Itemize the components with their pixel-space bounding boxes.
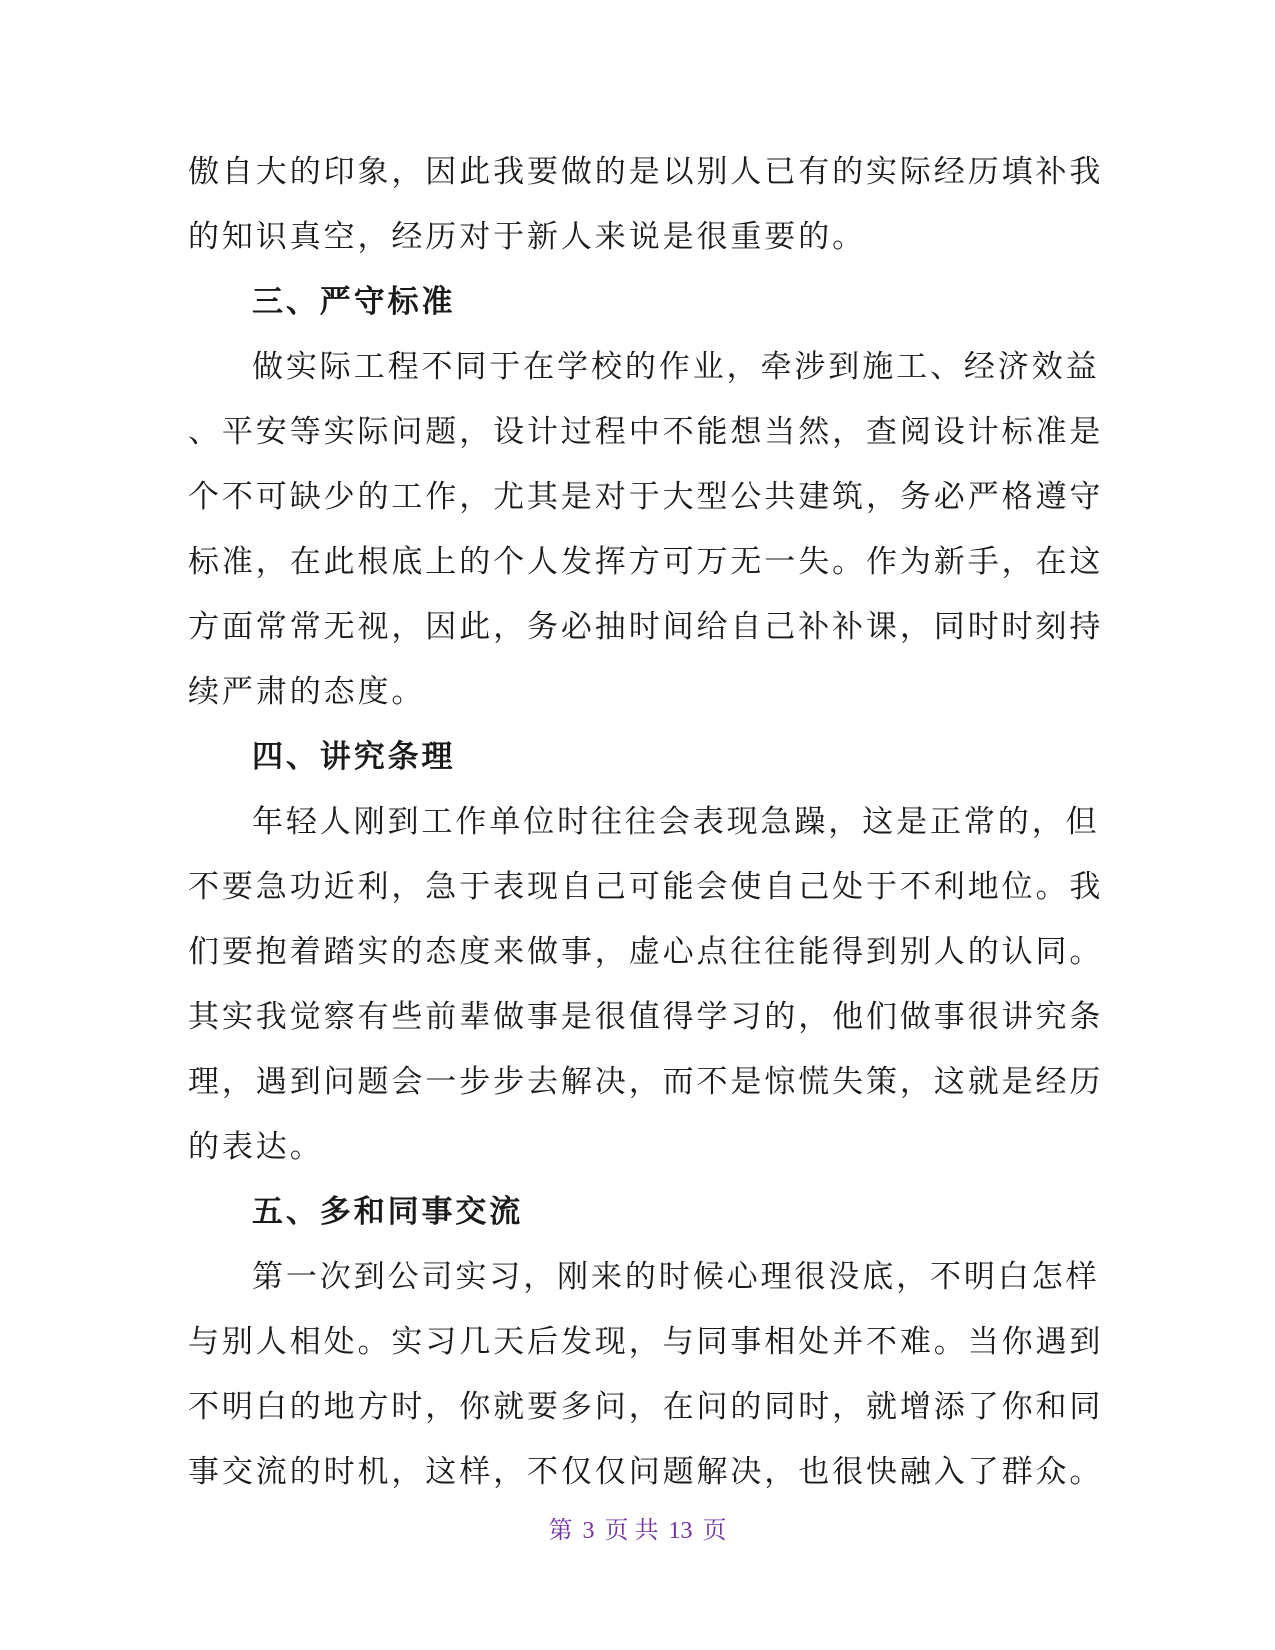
- footer-total-pages: 13: [668, 1518, 693, 1544]
- paragraph-line: 做实际工程不同于在学校的作业，牵涉到施工、经济效益: [252, 349, 1100, 385]
- paragraph-line: 与别人相处。实习几天后发现，与同事相处并不难。当你遇到: [188, 1324, 1104, 1360]
- paragraph-line: 理，遇到问题会一步步去解决，而不是惊慌失策，这就是经历: [188, 1064, 1104, 1100]
- paragraph-line: 们要抱着踏实的态度来做事，虚心点往往能得到别人的认同。: [188, 934, 1104, 970]
- paragraph-line: 傲自大的印象，因此我要做的是以别人已有的实际经历填补我: [188, 154, 1104, 190]
- paragraph-line: 不要急功近利，急于表现自己可能会使自己处于不利地位。我: [188, 869, 1104, 905]
- paragraph-line: 、平安等实际问题，设计过程中不能想当然，查阅设计标准是: [188, 414, 1104, 450]
- paragraph-line: 的知识真空，经历对于新人来说是很重要的。: [188, 219, 866, 255]
- paragraph-line: 方面常常无视，因此，务必抽时间给自己补补课，同时时刻持: [188, 609, 1104, 645]
- paragraph-line: 事交流的时机，这样，不仅仅问题解决，也很快融入了群众。: [188, 1454, 1104, 1490]
- paragraph-line: 标准，在此根底上的个人发挥方可万无一失。作为新手，在这: [188, 544, 1104, 580]
- paragraph-line: 的表达。: [188, 1129, 324, 1165]
- footer-prefix: 第: [548, 1518, 573, 1544]
- document-body: [188, 140, 1104, 1505]
- paragraph-line: 不明白的地方时，你就要多问，在问的同时，就增添了你和同: [188, 1389, 1104, 1425]
- section-heading-5: 五、多和同事交流: [252, 1194, 524, 1230]
- paragraph-line: 续严肃的态度。: [188, 674, 426, 710]
- section-heading-4: 四、讲究条理: [252, 739, 456, 775]
- footer-suffix: 页: [702, 1518, 727, 1544]
- page-footer: [0, 1510, 1275, 1545]
- paragraph-line: 个不可缺少的工作，尤其是对于大型公共建筑，务必严格遵守: [188, 479, 1104, 515]
- paragraph-line: 其实我觉察有些前辈做事是很值得学习的，他们做事很讲究条: [188, 999, 1104, 1035]
- footer-middle: 页 共: [604, 1518, 659, 1544]
- footer-current-page: 3: [582, 1518, 595, 1544]
- section-heading-3: 三、严守标准: [252, 284, 456, 320]
- paragraph-line: 第一次到公司实习，刚来的时候心理很没底，不明白怎样: [252, 1259, 1100, 1295]
- paragraph-line: 年轻人刚到工作单位时往往会表现急躁，这是正常的，但: [252, 804, 1100, 840]
